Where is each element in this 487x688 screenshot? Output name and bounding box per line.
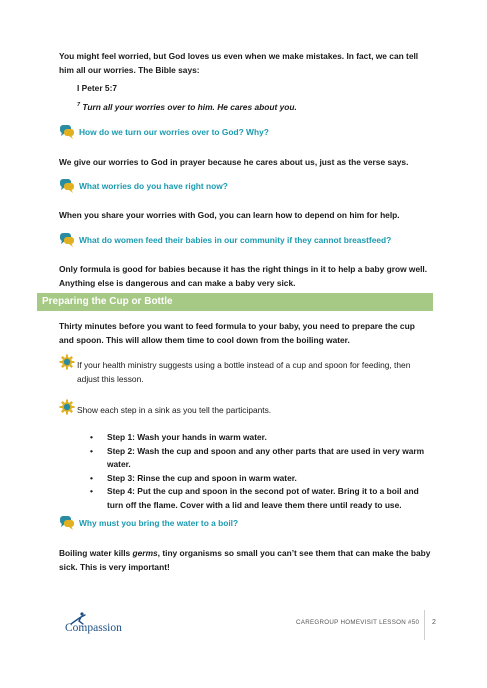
answer-4 bbox=[59, 547, 431, 574]
question-text: How do we turn our worries over to God? Why? bbox=[79, 127, 269, 137]
answer-4-end: , tiny organisms so small you can’t see them that can make the baby sick. This is very important! bbox=[59, 548, 431, 572]
question-text: What do women feed their babies in our community if they cannot breastfeed? bbox=[79, 235, 392, 245]
question-text: What worries do you have right now? bbox=[79, 181, 228, 191]
answer-4-emphasis: germs bbox=[132, 548, 158, 558]
note-sink: Show each step in a sink as you tell the participants. bbox=[77, 405, 272, 415]
verse-reference: I Peter 5:7 bbox=[77, 83, 118, 93]
discussion-question-4 bbox=[59, 514, 238, 532]
speech-bubbles-icon bbox=[59, 515, 75, 531]
verse-number: 7 bbox=[77, 102, 81, 108]
list-item: • Step 1: Wash your hands in warm water. bbox=[90, 431, 435, 445]
logo-wordmark: Compassion bbox=[65, 622, 122, 634]
answer-4-start: Boiling water kills bbox=[59, 548, 133, 558]
lesson-label: CAREGROUP HOMEVISIT LESSON #50 bbox=[296, 619, 420, 626]
speech-bubbles-icon bbox=[59, 178, 75, 194]
note-bottle: If your health ministry suggests using a bottle instead of a cup and spoon for feeding, then adjust this lesson. bbox=[77, 360, 411, 384]
verse-text: Turn all your worries over to him. He cares about you. bbox=[82, 101, 297, 112]
speech-bubbles-icon bbox=[59, 232, 75, 248]
footer-divider bbox=[424, 610, 425, 640]
list-item: • Step 4: Put the cup and spoon in the second pot of water. Bring it to a boil and turn off the flame. Cover with a lid and leave them there until ready to use. bbox=[90, 485, 435, 512]
page-number: 2 bbox=[432, 619, 436, 626]
list-item: • Step 2: Wash the cup and spoon and any other parts that are used in very warm water. bbox=[90, 445, 435, 472]
answer-2: When you share your worries with God, you can learn how to depend on him for help. bbox=[59, 210, 400, 220]
speech-bubbles-icon bbox=[59, 124, 75, 140]
gear-icon bbox=[59, 354, 75, 370]
discussion-question-3 bbox=[59, 231, 391, 249]
section-header: Preparing the Cup or Bottle bbox=[37, 293, 433, 311]
compassion-logo bbox=[59, 612, 129, 636]
verse-line bbox=[77, 99, 449, 114]
prep-paragraph: Thirty minutes before you want to feed formula to your baby, you need to prepare the cup and spoon. This will allow them time to cool down from the boiling water. bbox=[59, 321, 415, 345]
discussion-question-1 bbox=[59, 123, 269, 141]
steps-list bbox=[90, 431, 435, 512]
gear-icon bbox=[59, 399, 75, 415]
question-text: Why must you bring the water to a boil? bbox=[79, 518, 239, 528]
list-item: • Step 3: Rinse the cup and spoon in warm water. bbox=[90, 472, 435, 486]
discussion-question-2 bbox=[59, 177, 228, 195]
answer-3: Only formula is good for babies because it has the right things in it to help a baby grow well. Anything else is dangerous and can make a baby very sick. bbox=[59, 264, 428, 288]
intro-paragraph: You might feel worried, but God loves us even when we make mistakes. In fact, we can tell him all our worries. The Bible says: bbox=[59, 51, 419, 75]
answer-1: We give our worries to God in prayer because he cares about us, just as the verse says. bbox=[59, 157, 409, 167]
